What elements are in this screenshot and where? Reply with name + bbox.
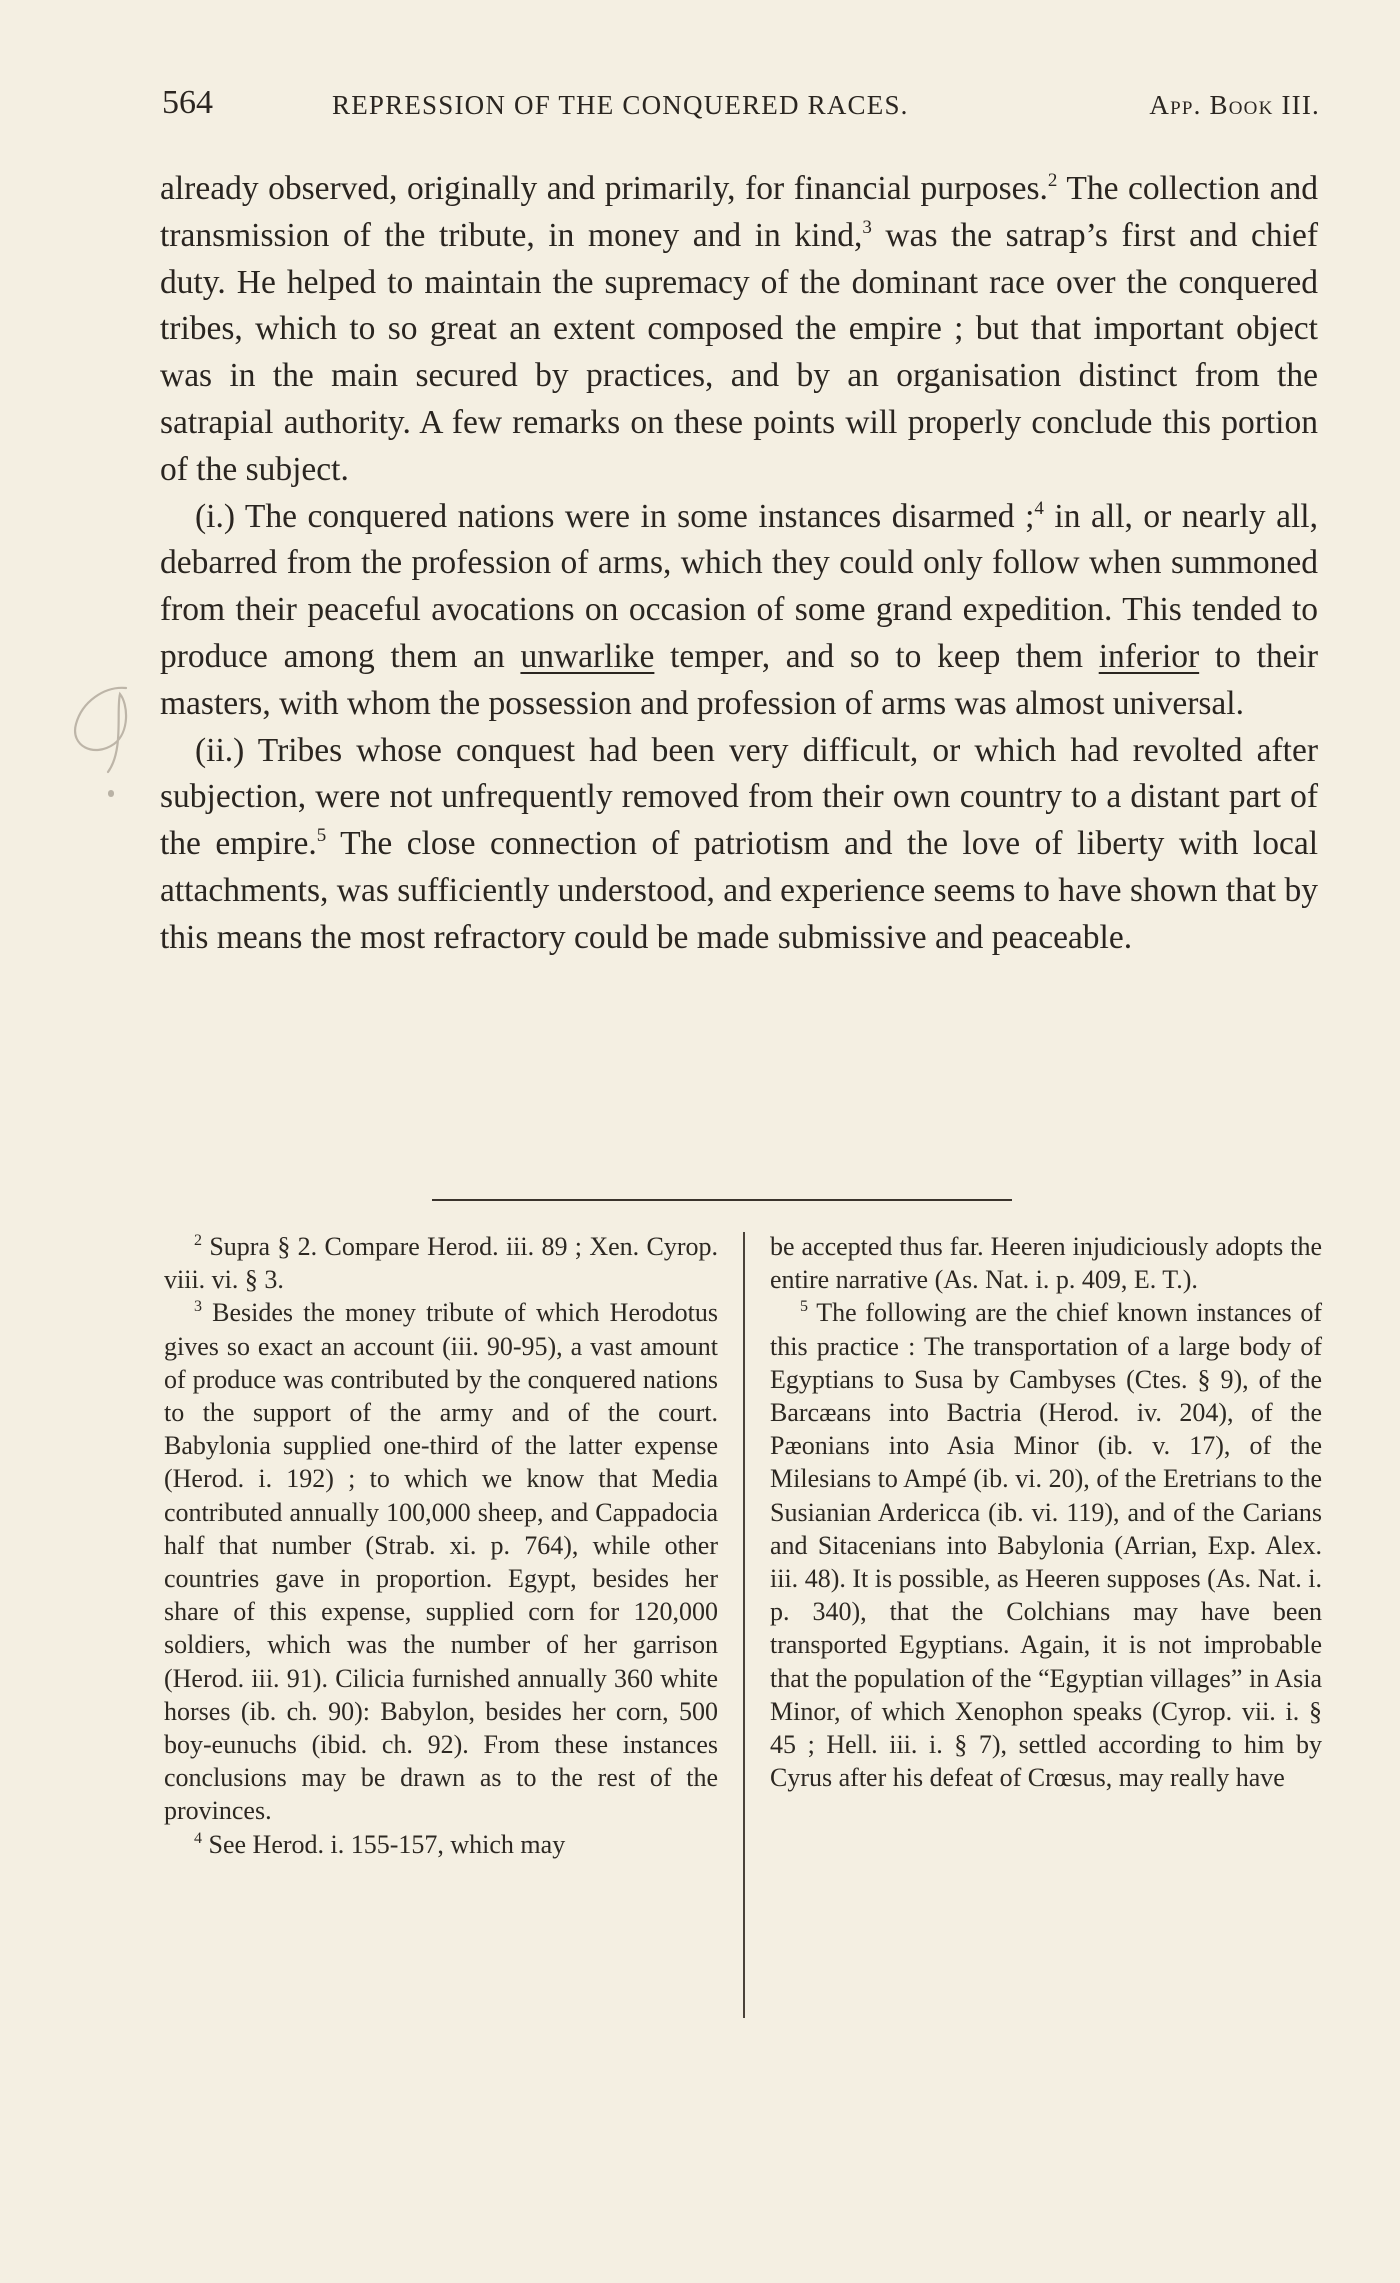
running-title: REPRESSION OF THE CONQUERED RACES. (332, 90, 909, 120)
paragraph-disarmament: (i.) The conquered nations were in some instances disarmed ;$^4$ in all, or nearly all, debarred from the profession of arms, which they could only follow when summoned from their peaceful avocations on occasion of some grand expedition. This tended to produce among them an unwarlike temper, and so to keep them inferior to their masters, with whom the possession and profession of arms was almost universal. (160, 497, 1318, 722)
column-divider (743, 1232, 745, 2018)
underlined-word: unwarlike (520, 637, 655, 675)
footnote-2: $^2$ Supra § 2. Compare Herod. iii. 89 ; Xen. Cyrop. viii. vi. § 3. (164, 1232, 718, 1295)
pencil-annotation-icon (64, 680, 144, 780)
footnote-4-continued: be accepted thus far. Heeren injudiciously adopts the entire narrative (As. Nat. i. p. 409, E. T.). (770, 1232, 1322, 1295)
page-header (162, 84, 1320, 128)
footnote-5: $^5$ The following are the chief known instances of this practice : The transportation of a large body of Egyptians to Susa by Cambyses (Ctes. § 9), of the Barcæans into Bactria (Herod. iv. 204), of the Pæonians into Asia Minor (ib. v. 17), of the Milesians to Ampé (ib. vi. 20), of the Eretrians to the Susianian Ardericca (ib. vi. 119), and of the Carians and Sitacenians into Babylonia (Arrian, Exp. Alex. iii. 48). It is possible, as Heeren supposes (As. Nat. i. p. 340), that the Colchians may have been transported Egyptians. Again, it is not improbable that the population of the “Egyptian villages” in Asia Minor, of which Xenophon speaks (Cyrop. vii. i. § 45 ; Hell. iii. i. § 7), settled according to him by Cyrus after his defeat of Crœsus, may really have (770, 1298, 1322, 1793)
footnote-ref[interactable]: 3 (862, 216, 872, 238)
paragraph-intro: already observed, originally and primarily, for financial purposes.$^2$ The collection and transmission of the tribute, in money and in kind,$^3$ was the satrap’s first and chief duty. He helped to maintain the supremacy of the dominant race over the conquered tribes, which to so great an extent composed the empire ; but that important object was in the main secured by practices, and by an organisation distinct from the satrapial authority. A few remarks on these points will properly conclude this portion of the subject. (160, 170, 1318, 488)
footnote-ref[interactable]: 4 (1034, 497, 1044, 519)
footnote-4: $^4$ See Herod. i. 155-157, which may (194, 1829, 566, 1859)
footnotes-left-column (164, 1230, 718, 1861)
page-number: 564 (162, 84, 213, 121)
main-text (160, 166, 1318, 962)
footnote-ref[interactable]: 2 (1047, 170, 1058, 191)
underlined-word: inferior (1098, 637, 1200, 675)
pencil-dot (108, 790, 114, 797)
footnotes (164, 1230, 1322, 2030)
footnote-3: $^3$ Besides the money tribute of which Herodotus gives so exact an account (iii. 90-95), a vast amount of produce was contributed by the conquered nations to the support of the army and of the court. Babylonia supplied one-third of the latter expense (Herod. i. 192) ; to which we know that Media contributed annually 100,000 sheep, and Cappadocia half that number (Strab. xi. p. 764), while other countries gave in proportion. Egypt, besides her share of this expense, supplied corn for 120,000 soldiers, which was the number of her garrison (Herod. iii. 91). Cilicia furnished annually 360 white horses (ib. ch. 90): Babylon, besides her corn, 500 boy-eunuchs (ibid. ch. 92). From these instances conclusions may be drawn as to the rest of the provinces. (164, 1298, 718, 1826)
footnote-ref[interactable]: 5 (316, 825, 327, 847)
book-reference: App. Book III. (1149, 90, 1320, 120)
footnotes-right-column (770, 1230, 1322, 1794)
footnote-separator (432, 1199, 1012, 1201)
paragraph-removal: (ii.) Tribes whose conquest had been very difficult, or which had revolted after subjection, were not unfrequently removed from their own country to a distant part of the empire.$^5$ The close connection of patriotism and the love of liberty with local attachments, was sufficiently understood, and experience seems to have shown that by this means the most refractory could be made submissive and peaceable. (160, 731, 1318, 956)
